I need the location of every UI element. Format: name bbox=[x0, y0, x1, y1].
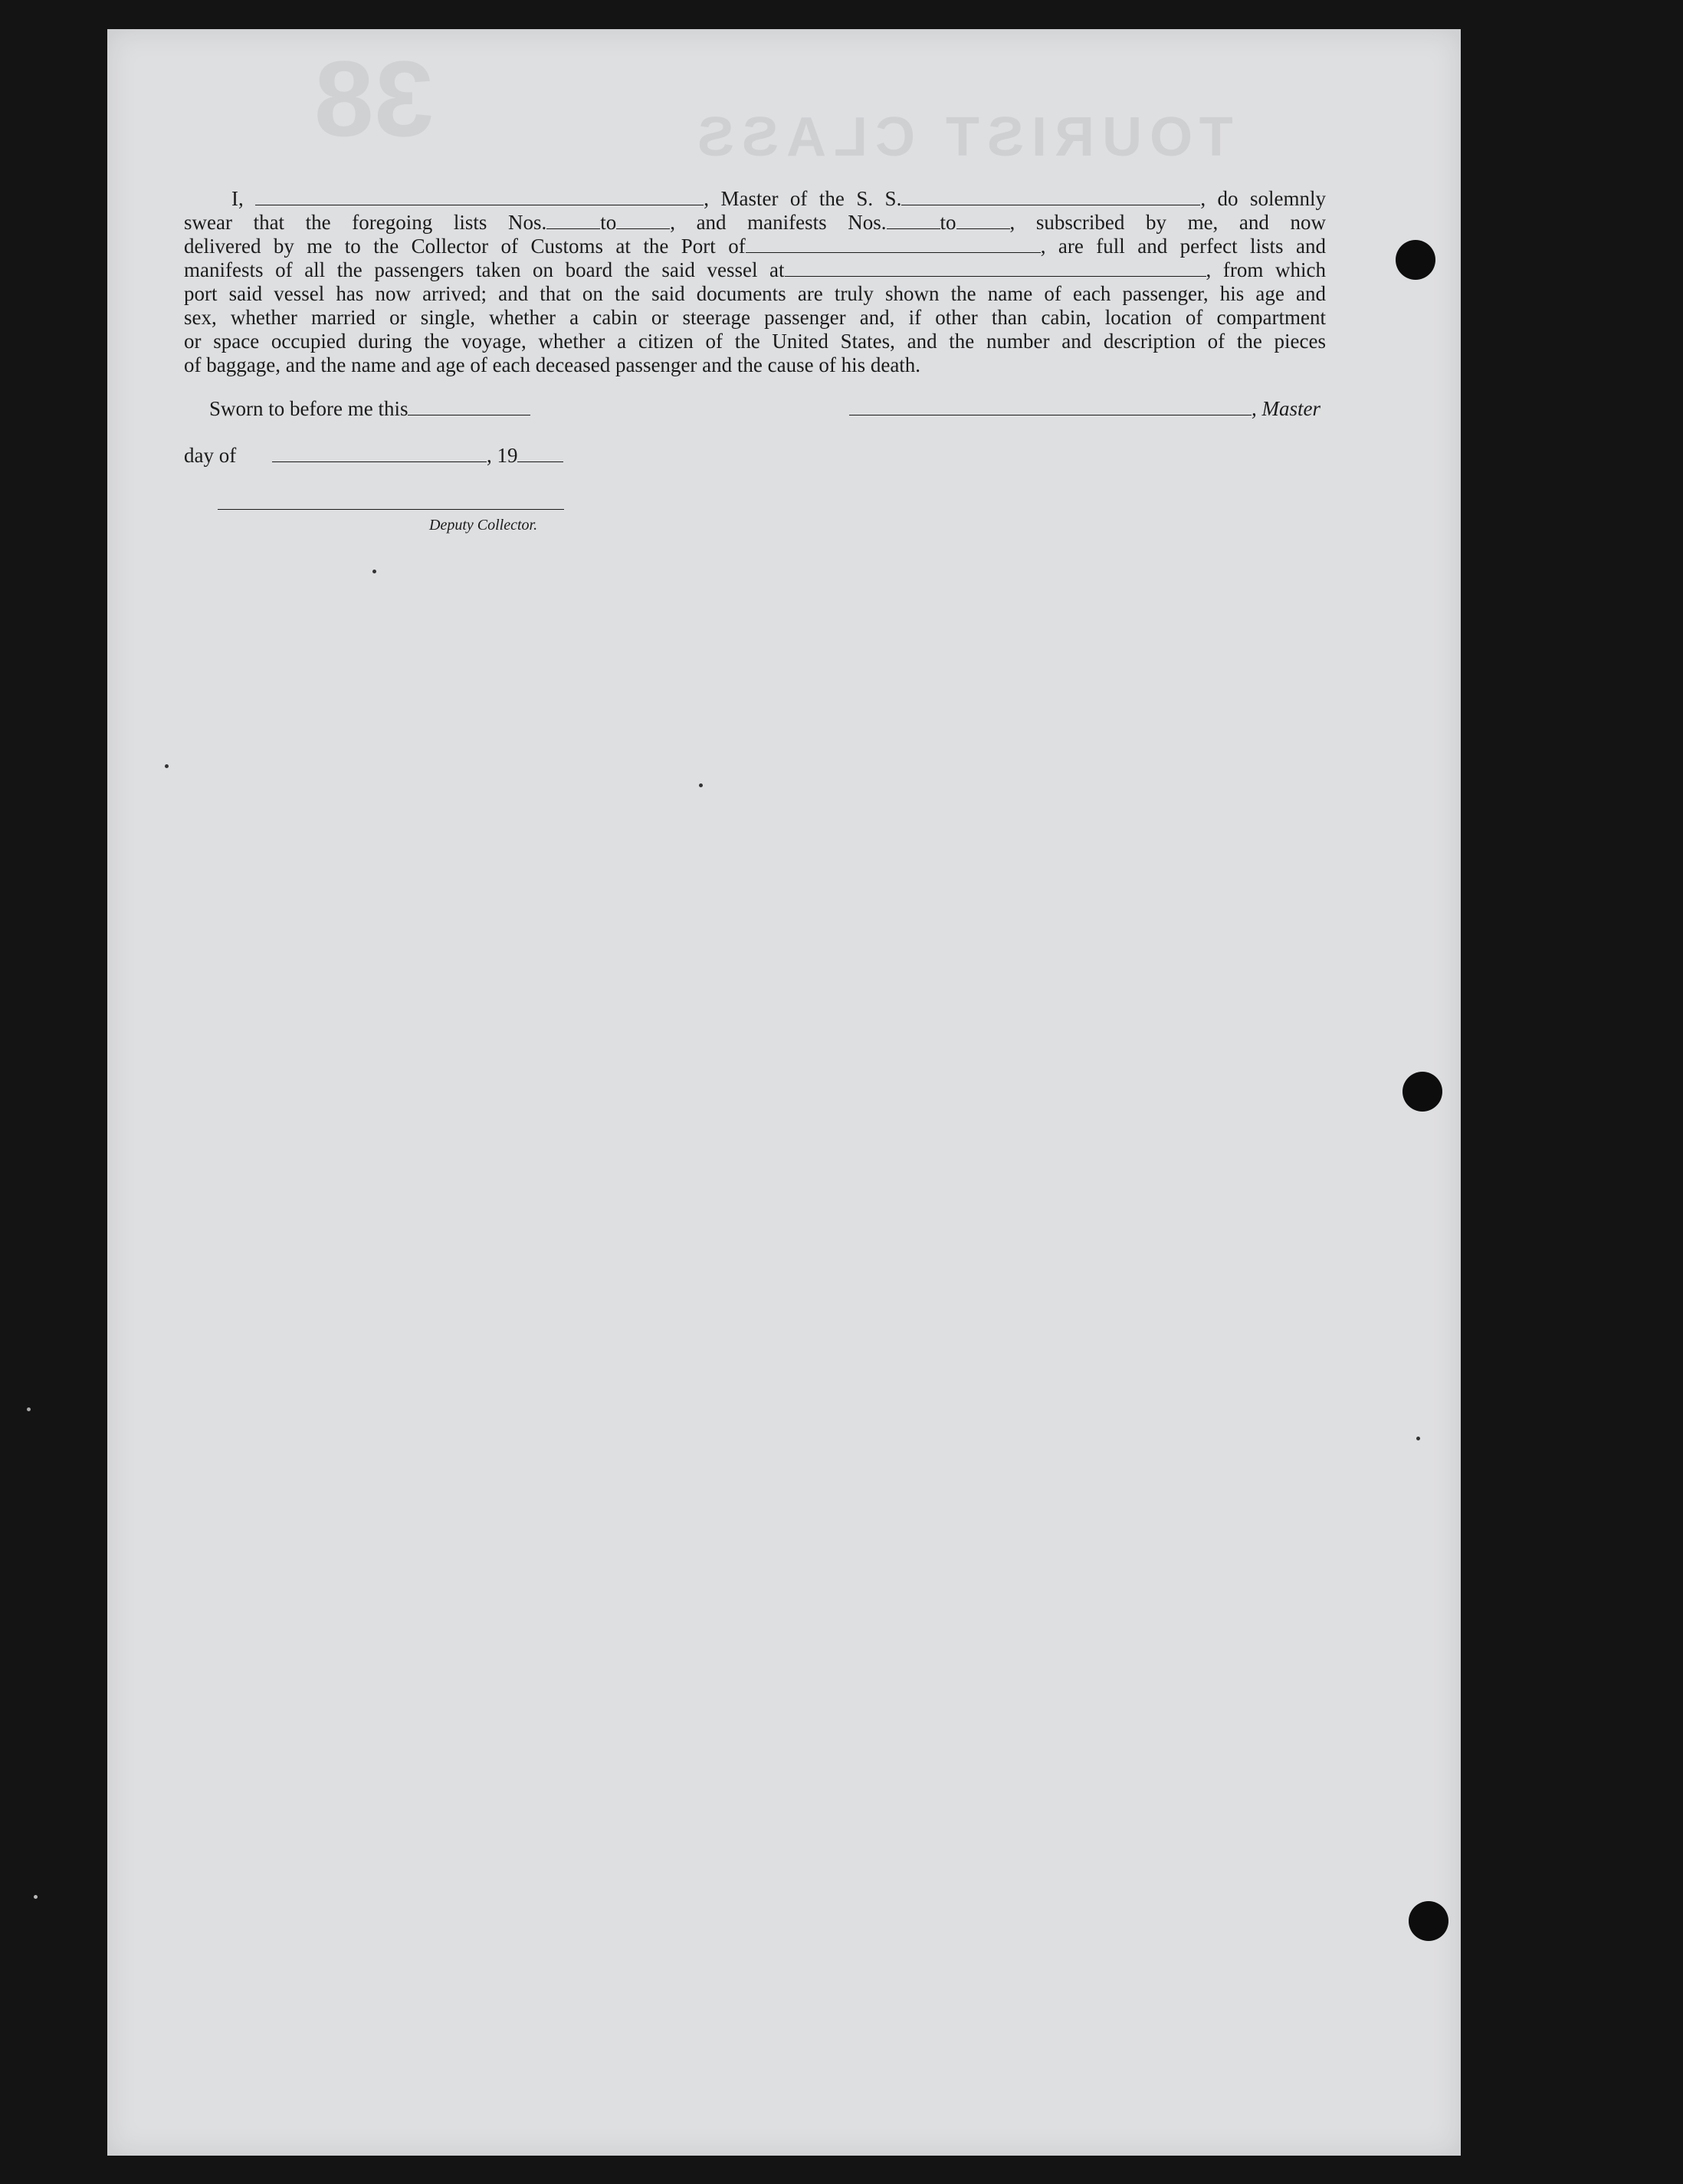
oath-line-7: or space occupied during the voyage, whether a citizen of the United States, and the number and description of the pieces bbox=[184, 330, 1326, 353]
list-from-blank bbox=[546, 212, 600, 229]
to-text: to bbox=[940, 211, 956, 234]
port-text: delivered by me to the Collector of Customs at the Port of bbox=[184, 235, 746, 258]
day-of-line bbox=[184, 444, 563, 468]
bleed-through-number: 38 bbox=[314, 38, 434, 159]
year-prefix: , 19 bbox=[486, 444, 518, 467]
oath-line-1 bbox=[184, 187, 1326, 211]
lists-nos-text: swear that the foregoing lists Nos. bbox=[184, 211, 547, 234]
oath-opening: I, bbox=[231, 187, 244, 210]
departure-port-blank bbox=[785, 259, 1206, 277]
deputy-signature-line bbox=[218, 509, 564, 510]
oath-line-5: port said vessel has now arrived; and that on the said documents are truly shown the name of each passenger, his age and bbox=[184, 282, 1326, 305]
manifests-text: , and manifests Nos. bbox=[670, 211, 887, 234]
ship-name-blank bbox=[901, 188, 1200, 205]
scan-speck bbox=[165, 764, 169, 768]
manifest-to-blank bbox=[956, 212, 1010, 229]
master-of-text: , Master of the S. S. bbox=[704, 187, 902, 210]
scan-speck bbox=[27, 1407, 31, 1411]
list-to-blank bbox=[616, 212, 670, 229]
master-name-blank bbox=[255, 188, 704, 205]
manifest-from-blank bbox=[887, 212, 940, 229]
master-oath-paragraph bbox=[184, 187, 1326, 377]
oath-line-2 bbox=[184, 211, 1326, 235]
full-lists-text: , are full and perfect lists and bbox=[1040, 235, 1326, 258]
vessel-at-text: manifests of all the passengers taken on board the said vessel at bbox=[184, 258, 785, 281]
port-blank bbox=[746, 235, 1041, 253]
punch-hole bbox=[1402, 1072, 1442, 1112]
sworn-text: Sworn to before me this bbox=[209, 397, 408, 420]
deputy-collector-label: Deputy Collector. bbox=[429, 517, 538, 534]
master-label: , Master bbox=[1252, 397, 1320, 420]
bleed-through-heading: TOURIST CLASS bbox=[690, 107, 1233, 168]
sworn-day-blank bbox=[408, 398, 530, 415]
scan-speck bbox=[699, 783, 703, 787]
year-blank bbox=[517, 445, 563, 462]
oath-line-4 bbox=[184, 258, 1326, 282]
scan-speck bbox=[372, 570, 376, 573]
punch-hole bbox=[1409, 1901, 1448, 1941]
scan-speck bbox=[34, 1895, 38, 1899]
sworn-line bbox=[209, 397, 530, 421]
oath-line-3 bbox=[184, 235, 1326, 258]
oath-line-8: of baggage, and the name and age of each deceased passenger and the cause of his death. bbox=[184, 353, 921, 376]
punch-hole bbox=[1396, 240, 1435, 280]
oath-line-6: sex, whether married or single, whether a cabin or steerage passenger and, if other than cabin, location of compartment bbox=[184, 306, 1326, 329]
subscribed-text: , subscribed by me, and now bbox=[1009, 211, 1326, 234]
solemnly-text: , do solemnly bbox=[1200, 187, 1327, 210]
month-blank bbox=[272, 445, 487, 462]
to-text: to bbox=[600, 211, 617, 234]
day-of-text: day of bbox=[184, 444, 237, 467]
master-signature-blank bbox=[849, 398, 1252, 415]
scan-speck bbox=[1416, 1437, 1420, 1440]
from-which-text: , from which bbox=[1206, 258, 1326, 281]
master-signature-line bbox=[849, 397, 1320, 421]
